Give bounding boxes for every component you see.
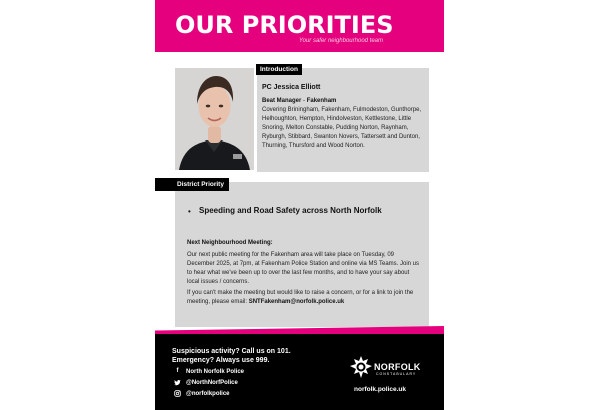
coverage-areas: Covering Briningham, Fakenham, Fulmodeston, Gunthorpe, Helhoughton, Hempton, Hindolveston, Kettlestone, Little Snoring, Melton Constable, Pudding Norton, Raynham, Ryburgh, Stibbard, Swanton Novers, Tattersett and Dunton, Thurning, Thursford and Wood Norton. — [262, 107, 422, 149]
meeting-details: Our next public meeting for the Fakenham area will take place on Tuesday, 09 December 2025, at 7pm, at Fakenham Police Station and online via MS Teams. Join us to hear what we've been up to over the last few months, and to have your say about local issues / concerns. — [187, 252, 420, 285]
facebook-handle: North Norfolk Police — [186, 368, 245, 375]
poster-title: OUR PRIORITIES — [175, 11, 394, 39]
introduction-label: Introduction — [256, 64, 302, 75]
contact-text: If you can't make the meeting but would like to raise a concern, or for a link to join the meeting, please email: — [187, 290, 414, 305]
instagram-handle: @norfolkpolice — [186, 390, 230, 397]
emergency-line — [172, 357, 269, 364]
force-logo-text: NORFOLK — [374, 362, 421, 372]
header-banner — [155, 0, 444, 52]
non-emergency-number: 101. — [277, 348, 291, 355]
force-website-link[interactable]: norfolk.police.uk — [354, 386, 407, 393]
police-crest-icon — [350, 356, 372, 380]
facebook-icon: f — [176, 368, 179, 374]
instagram-icon — [174, 390, 181, 397]
social-twitter[interactable] — [174, 379, 238, 386]
role-separator: - — [301, 98, 307, 104]
twitter-icon — [174, 379, 181, 386]
social-facebook[interactable] — [174, 368, 244, 375]
officer-portrait-image — [175, 68, 254, 170]
bullet-icon: • — [188, 207, 191, 216]
emergency-number: 999. — [255, 357, 270, 364]
meeting-heading: Next Neighbourhood Meeting: — [187, 240, 273, 246]
role-title: Beat Manager — [262, 98, 302, 104]
priority-item: Speeding and Road Safety across North Norfolk — [199, 206, 382, 215]
non-emergency-line — [172, 348, 291, 355]
poster-subtitle: Your safer neighbourhood team — [298, 38, 383, 44]
officer-name: PC Jessica Elliott — [262, 84, 321, 91]
district-priority-label: District Priority — [155, 178, 229, 191]
emergency-text: Emergency? Always use — [172, 357, 256, 364]
officer-role — [262, 98, 336, 104]
contact-email-link[interactable]: SNTFakenham@norfolk.police.uk — [248, 299, 345, 305]
force-logo-subtext: CONSTABULARY — [376, 372, 417, 376]
priorities-poster — [155, 0, 444, 410]
beat-name: Fakenham — [306, 98, 337, 104]
contact-paragraph — [187, 289, 423, 307]
twitter-handle: @NorthNorfPolice — [186, 379, 238, 386]
non-emergency-text: Suspicious activity? Call us on — [172, 348, 278, 355]
social-instagram[interactable] — [174, 390, 230, 397]
officer-photo — [175, 68, 254, 170]
